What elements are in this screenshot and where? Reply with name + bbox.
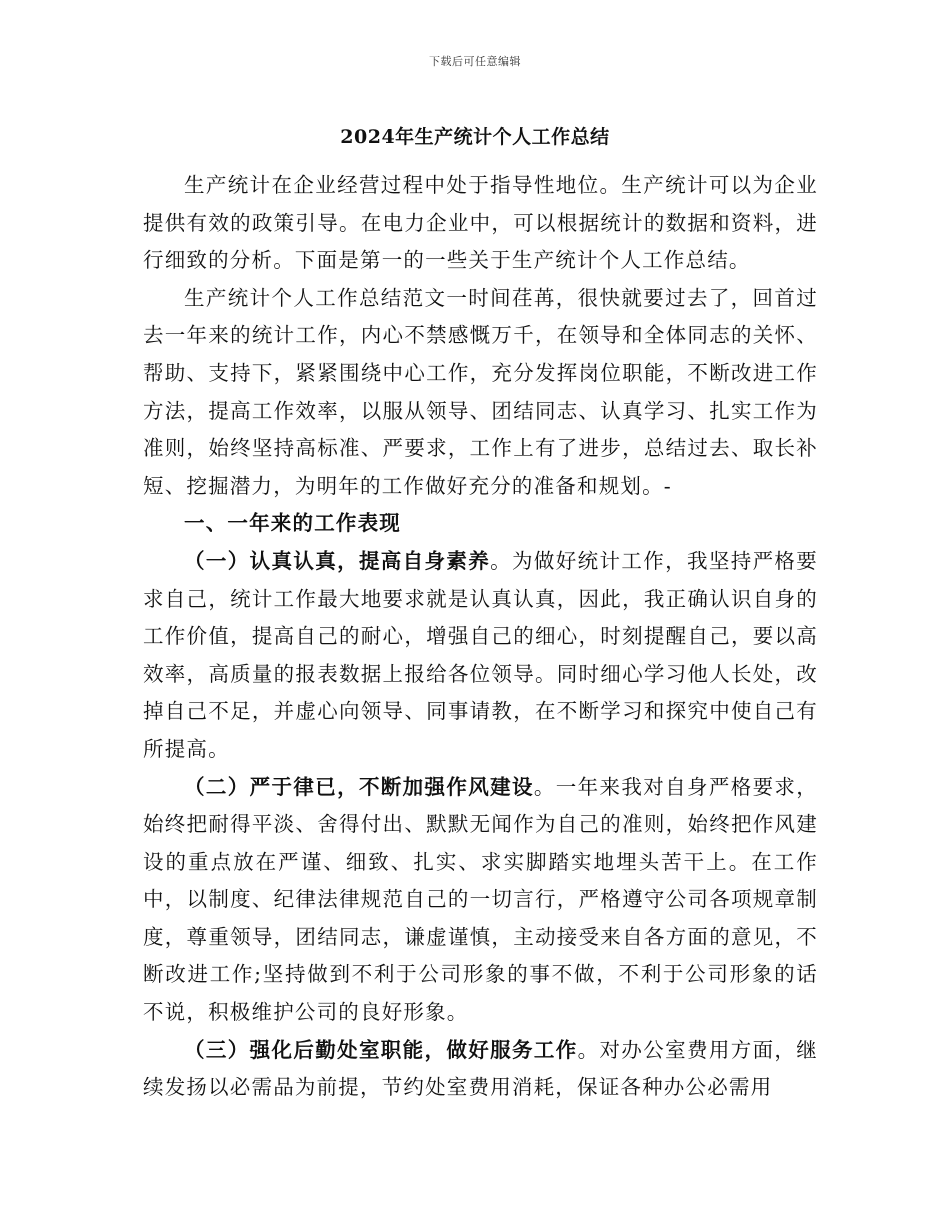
subsection-2-heading: （二）严于律已，不断加强作风建设 bbox=[184, 774, 534, 799]
subsection-1-paragraph bbox=[143, 543, 818, 769]
summary-paragraph: 生产统计个人工作总结范文一时间荏苒，很快就要过去了，回首过去一年来的统计工作，内心不禁感慨万千，在领导和全体同志的关怀、帮助、支持下，紧紧围绕中心工作，充分发挥岗位职能，不断改进工作方法，提高工作效率，以服从领导、团结同志、认真学习、扎实工作为准则，始终坚持高标准、严要求，工作上有了进步，总结过去、取长补短、挖掘潜力，为明年的工作做好充分的准备和规划。- bbox=[143, 285, 818, 498]
subsection-2-body: 。一年来我对自身严格要求，始终把耐得平淡、舍得付出、默默无闻作为自己的准则，始终把作风建设的重点放在严谨、细致、扎实、求实脚踏实地埋头苦干上。在工作中，以制度、纪律法律规范自己的一切言行，严格遵守公司各项规章制度，尊重领导，团结同志，谦虚谨慎，主动接受来自各方面的意见，不断改进工作;坚持做到不利于公司形象的事不做，不利于公司形象的话不说，积极维护公司的良好形象。 bbox=[143, 774, 818, 1025]
subsection-3-body: 。对办公室费用方面，继续发扬以必需品为前提，节约处室费用消耗，保证各种办公必需用 bbox=[143, 1037, 818, 1100]
document-title: 2024年生产统计个人工作总结 bbox=[340, 126, 610, 148]
subsection-2-paragraph bbox=[143, 769, 818, 1032]
intro-paragraph: 生产统计在企业经营过程中处于指导性地位。生产统计可以为企业提供有效的政策引导。在电力企业中，可以根据统计的数据和资料，进行细致的分析。下面是第一的一些关于生产统计个人工作总结。 bbox=[143, 173, 818, 273]
subsection-1-heading: （一）认真认真，提高自身素养 bbox=[184, 548, 491, 573]
subsection-1-body: 。为做好统计工作，我坚持严格要求自己，统计工作最大地要求就是认真认真，因此，我正确认识自身的工作价值，提高自己的耐心，增强自己的细心，时刻提醒自己，要以高效率，高质量的报表数据上报给各位领导。同时细心学习他人长处，改掉自己不足，并虚心向领导、同事请教，在不断学习和探究中使自己有所提高。 bbox=[143, 548, 818, 761]
subsection-3-paragraph bbox=[143, 1032, 818, 1107]
document-body bbox=[143, 167, 818, 1107]
header-note: 下载后可任意编辑 bbox=[429, 55, 521, 68]
subsection-3-heading: （三）强化后勤处室职能，做好服务工作 bbox=[184, 1037, 578, 1062]
section-heading-work-performance: 一、一年来的工作表现 bbox=[184, 511, 401, 536]
